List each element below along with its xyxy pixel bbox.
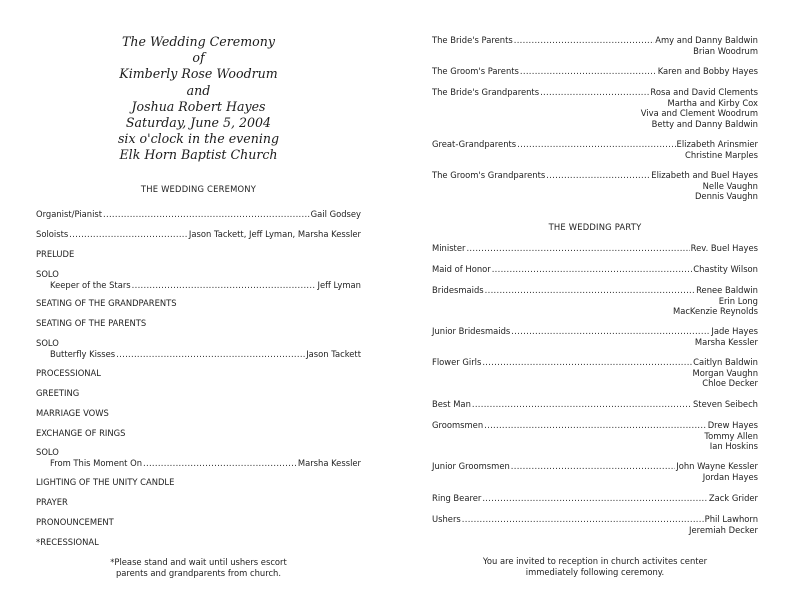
solo-label: SOLO <box>36 447 59 457</box>
entry-label: Soloists <box>36 229 69 239</box>
singer: Marsha Kessler <box>297 457 361 468</box>
entry-label: Bridesmaids <box>432 285 484 295</box>
junior-bridesmaids-entry <box>432 326 758 347</box>
flower-girls-entry <box>432 357 758 389</box>
title-line: Kimberly Rose Woodrum <box>119 66 278 82</box>
entry-label: Minister <box>432 243 466 253</box>
maid-of-honor-entry <box>432 264 758 275</box>
dot-leader <box>103 209 310 220</box>
program-item: MARRIAGE VOWS <box>36 408 109 418</box>
song-title: Butterfly Kisses <box>50 348 116 359</box>
entry-extra: Jeremiah Decker <box>689 524 758 535</box>
entry-extra: Betty and Danny Baldwin <box>651 118 758 129</box>
dot-leader <box>484 420 707 431</box>
entry-value: John Wayne Kessler <box>676 461 758 471</box>
dot-leader <box>462 514 704 525</box>
program-item: EXCHANGE OF RINGS <box>36 428 126 438</box>
solo-label: SOLO <box>36 338 59 348</box>
program-item: LIGHTING OF THE UNITY CANDLE <box>36 477 175 487</box>
entry-value: Rosa and David Clements <box>650 87 758 97</box>
entry-value: Elizabeth Arinsmier <box>676 139 758 149</box>
dot-leader <box>482 357 692 368</box>
dot-leader <box>69 229 188 240</box>
entry-extra: Martha and Kirby Cox <box>667 97 758 108</box>
entry-label: The Groom's Parents <box>432 66 519 76</box>
party-heading: THE WEDDING PARTY <box>548 222 642 232</box>
note-line: immediately following ceremony. <box>525 566 665 577</box>
ring-bearer-entry <box>432 493 758 504</box>
bridesmaids-entry <box>432 285 758 317</box>
entry-value: Jade Hayes <box>711 326 758 336</box>
dot-leader <box>485 285 695 296</box>
great-grandparents-entry <box>432 139 758 160</box>
dot-leader <box>520 66 657 77</box>
entry-value: Drew Hayes <box>707 420 758 430</box>
entry-value: Renee Baldwin <box>696 285 758 295</box>
entry-extra: Nelle Vaughn <box>702 180 758 191</box>
dot-leader <box>546 170 650 181</box>
dot-leader <box>116 349 305 360</box>
entry-value: Amy and Danny Baldwin <box>655 35 758 45</box>
entry-label: Organist/Pianist <box>36 209 103 219</box>
dot-leader <box>472 399 692 410</box>
recessional-note <box>36 557 361 578</box>
program-item: PROCESSIONAL <box>36 368 101 378</box>
entry-extra: Brian Woodrum <box>693 45 758 56</box>
title-line: Saturday, June 5, 2004 <box>125 115 272 131</box>
program-item: *RECESSIONAL <box>36 537 99 547</box>
entry-label: Ring Bearer <box>432 493 482 503</box>
solo-entry <box>36 447 361 468</box>
ushers-entry <box>432 514 758 535</box>
entry-label: Great-Grandparents <box>432 139 517 149</box>
ceremony-heading: THE WEDDING CEREMONY <box>140 184 257 194</box>
entry-label: The Bride's Parents <box>432 35 513 45</box>
entry-value: Jason Tackett, Jeff Lyman, Marsha Kessler <box>188 229 361 239</box>
entry-value: Zack Grider <box>708 493 758 503</box>
entry-extra: Marsha Kessler <box>694 336 758 347</box>
entry-value: Elizabeth and Buel Hayes <box>651 170 758 180</box>
organist-entry <box>36 209 361 220</box>
title-line: and <box>186 82 211 98</box>
note-line: *Please stand and wait until ushers escort <box>110 557 287 567</box>
program-item: SEATING OF THE PARENTS <box>36 318 147 328</box>
brides-parents-entry <box>432 35 758 56</box>
reception-note <box>432 556 758 577</box>
title-line: six o'clock in the evening <box>117 131 280 147</box>
dot-leader <box>143 458 297 469</box>
groomsmen-entry <box>432 420 758 452</box>
solo-label: SOLO <box>36 269 59 279</box>
dot-leader <box>511 461 676 472</box>
entry-label: Junior Bridesmaids <box>432 326 511 336</box>
entry-value: Rev. Buel Hayes <box>690 243 758 253</box>
entry-value: Chastity Wilson <box>693 264 758 274</box>
program-item: PRAYER <box>36 497 68 507</box>
dot-leader <box>517 139 675 150</box>
dot-leader <box>511 326 710 337</box>
entry-extra: Christine Marples <box>685 149 758 160</box>
entry-value: Gail Godsey <box>310 209 361 219</box>
minister-entry <box>432 243 758 254</box>
entry-extra: MacKenzie Reynolds <box>672 306 758 316</box>
entry-extra: Dennis Vaughn <box>694 191 758 201</box>
solo-entry <box>36 338 361 359</box>
singer: Jason Tackett <box>306 348 361 359</box>
entry-value: Steven Seibech <box>692 399 758 409</box>
brides-grandparents-entry <box>432 87 758 129</box>
soloists-entry <box>36 229 361 240</box>
entry-extra: Erin Long <box>718 295 758 306</box>
entry-extra: Tommy Allen <box>704 430 758 441</box>
note-line: parents and grandparents from church. <box>115 567 282 578</box>
entry-label: The Bride's Grandparents <box>432 87 540 97</box>
entry-label: Flower Girls <box>432 357 482 367</box>
entry-label: Groomsmen <box>432 420 484 430</box>
title-line: Elk Horn Baptist Church <box>119 147 278 163</box>
program-item: SEATING OF THE GRANDPARENTS <box>36 298 177 308</box>
family-party-panel <box>432 0 758 612</box>
title-line: Joshua Robert Hayes <box>131 98 266 114</box>
song-title: From This Moment On <box>50 457 143 468</box>
entry-value: Phil Lawhorn <box>704 514 758 524</box>
entry-label: Best Man <box>432 399 471 409</box>
program-item: GREETING <box>36 388 80 398</box>
entry-label: Ushers <box>432 514 461 524</box>
entry-value: Caitlyn Baldwin <box>693 357 758 367</box>
dot-leader <box>514 35 655 46</box>
entry-extra: Jordan Hayes <box>702 471 758 482</box>
title-line: of <box>192 50 205 66</box>
dot-leader <box>132 280 317 291</box>
entry-label: Maid of Honor <box>432 264 491 274</box>
singer: Jeff Lyman <box>317 279 361 290</box>
song-title: Keeper of the Stars <box>50 279 131 290</box>
best-man-entry <box>432 399 758 410</box>
title-line: The Wedding Ceremony <box>122 34 275 49</box>
entry-extra: Ian Hoskins <box>709 441 758 451</box>
grooms-grandparents-entry <box>432 170 758 202</box>
ceremony-panel <box>36 0 361 612</box>
entry-extra: Viva and Clement Woodrum <box>640 108 758 118</box>
dot-leader <box>466 243 689 254</box>
solo-entry <box>36 269 361 290</box>
junior-groomsmen-entry <box>432 461 758 482</box>
program-item: PRONOUNCEMENT <box>36 517 114 527</box>
note-line: You are invited to reception in church activites center <box>482 556 708 566</box>
entry-extra: Chloe Decker <box>702 378 758 388</box>
entry-extra: Morgan Vaughn <box>692 367 758 378</box>
entry-value: Karen and Bobby Hayes <box>657 66 758 76</box>
program-item: PRELUDE <box>36 249 75 259</box>
entry-label: Junior Groomsmen <box>432 461 510 471</box>
dot-leader <box>492 264 693 275</box>
dot-leader <box>482 493 708 504</box>
entry-label: The Groom's Grandparents <box>432 170 546 180</box>
dot-leader <box>540 87 649 98</box>
grooms-parents-entry <box>432 66 758 77</box>
